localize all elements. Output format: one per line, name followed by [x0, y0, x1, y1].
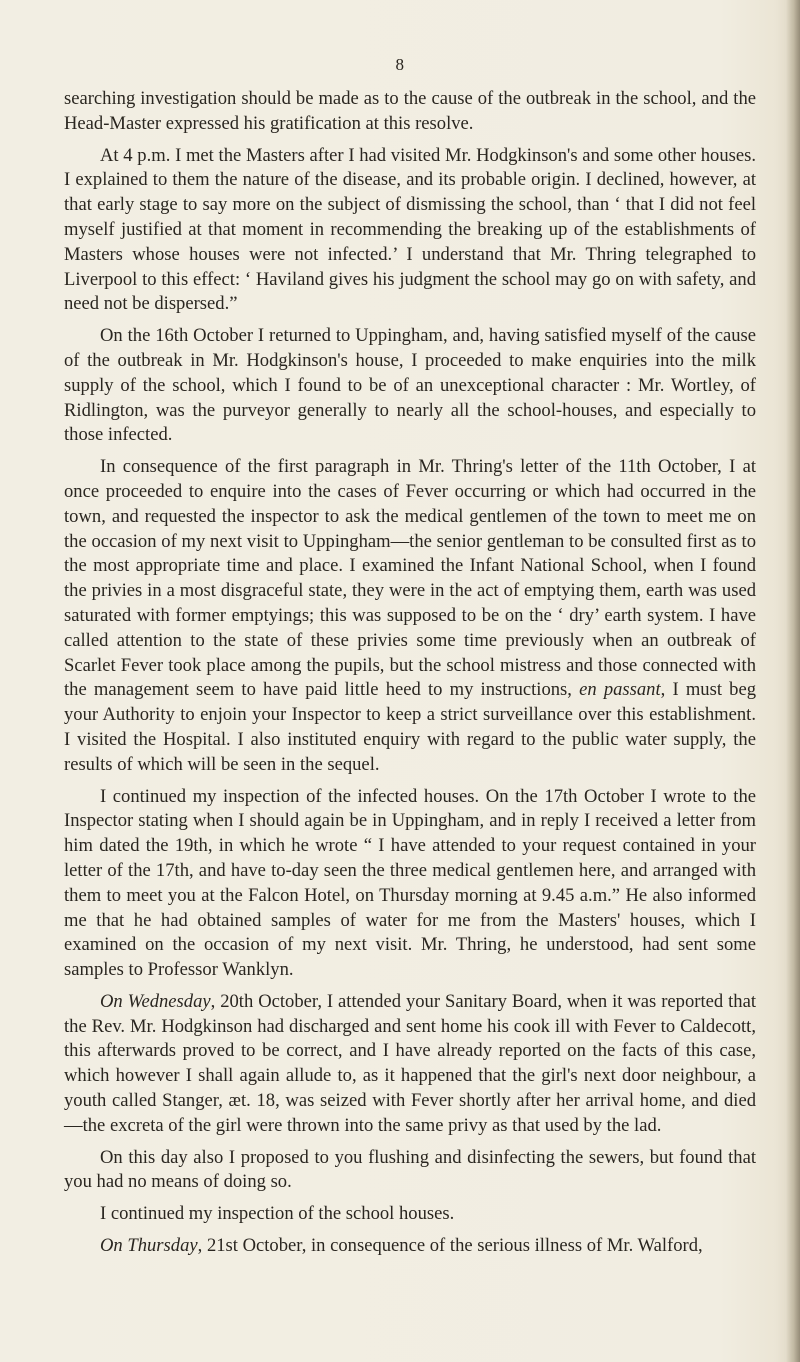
paragraph-4-italic: en passant	[579, 679, 661, 701]
paragraph-4-text-a: In consequence of the first paragraph in Mr. Thring's letter of the 11th October, I at once proceeded to enquire into the cases of Fever occurring or which had occurred in the town, and requested the inspector to ask the medical gentlemen of the town to meet me on the occasion of my next visit to Uppingham—the senior gentleman to be consulted first as to the most appropriate time and place. I examined the Infant National School, when I found the privies in a most disgraceful state, they were in the act of emptying them, earth was used saturated with former emptyings; this was supposed to be on the ‘ dry’ earth system. I have called attention to the state of these privies some time previously when an outbreak of Scarlet Fever took place among the pupils, but the school mistress and those connected with the management seem to have paid little heed to my instructions,	[64, 456, 756, 701]
page-number: 8	[395, 55, 405, 74]
paragraph-6-italic: On Wednesday	[100, 990, 211, 1012]
paragraph-6	[64, 990, 756, 1139]
paragraph-9	[64, 1234, 756, 1259]
paragraph-6-text: , 20th October, I attended your Sanitary Board, when it was reported that the Rev. Mr. Hodgkinson had discharged and sent home his cook ill with Fever to Caldecott, this afterwards proved to be correct, and I have already reported on the facts of this case, which however I shall again allude to, as it happened that the girl's next door neighbour, a youth called Stanger, æt. 18, was seized with Fever shortly after her arrival home, and died—the excreta of the girl were thrown into the same privy as that used by the lad.	[64, 990, 756, 1136]
paragraph-9-text: , 21st October, in consequence of the serious illness of Mr. Walford,	[197, 1235, 703, 1257]
body-text	[64, 87, 756, 1259]
paragraph-9-italic: On Thursday	[100, 1235, 198, 1257]
paragraph-2: At 4 p.m. I met the Masters after I had visited Mr. Hodgkinson's and some other houses. I explained to them the nature of the disease, and its probable origin. I declined, however, at that early stage to say more on the subject of dismissing the school, than ‘ that I did not feel myself justified at that moment in recommending the breaking up of the establishments of Masters whose houses were not infected.’ I understand that Mr. Thring telegraphed to Liverpool to this effect: ‘ Haviland gives his judgment the school may go on with safety, and need not be dispersed.”	[64, 144, 756, 315]
paragraph-4-text-b: , I must beg your Authority to enjoin your Inspector to keep a strict surveillance over this establishment. I visited the Hospital. I also instituted enquiry with regard to the public water supply, the results of which will be seen in the sequel.	[64, 679, 756, 775]
paragraph-4	[64, 455, 756, 777]
paragraph-8: I continued my inspection of the school houses.	[100, 1203, 455, 1225]
paragraph-1: searching investigation should be made as to the cause of the outbreak in the school, and the Head-Master expressed his gratification at this resolve.	[64, 88, 756, 134]
paragraph-5: I continued my inspection of the infected houses. On the 17th October I wrote to the Inspector stating when I should again be in Uppingham, and in reply I received a letter from him dated the 19th, in which he wrote “ I have attended to your request contained in your letter of the 17th, and have to-day seen the three medical gentlemen here, and arranged with them to meet you at the Falcon Hotel, on Thursday morning at 9.45 a.m.” He also informed me that he had obtained samples of water for me from the Masters' houses, which I examined on the occasion of my next visit. Mr. Thring, he understood, had sent some samples to Professor Wanklyn.	[64, 785, 756, 981]
page-edge-shadow	[786, 0, 800, 1362]
paragraph-3: On the 16th October I returned to Uppingham, and, having satisfied myself of the cause of the outbreak in Mr. Hodgkinson's house, I proceeded to make enquiries into the milk supply of the school, which I found to be of an unexceptional character : Mr. Wortley, of Ridlington, was the purveyor generally to nearly all the school-houses, and especially to those infected.	[64, 325, 756, 446]
paragraph-7: On this day also I proposed to you flushing and disinfecting the sewers, but found that you had no means of doing so.	[64, 1146, 756, 1193]
